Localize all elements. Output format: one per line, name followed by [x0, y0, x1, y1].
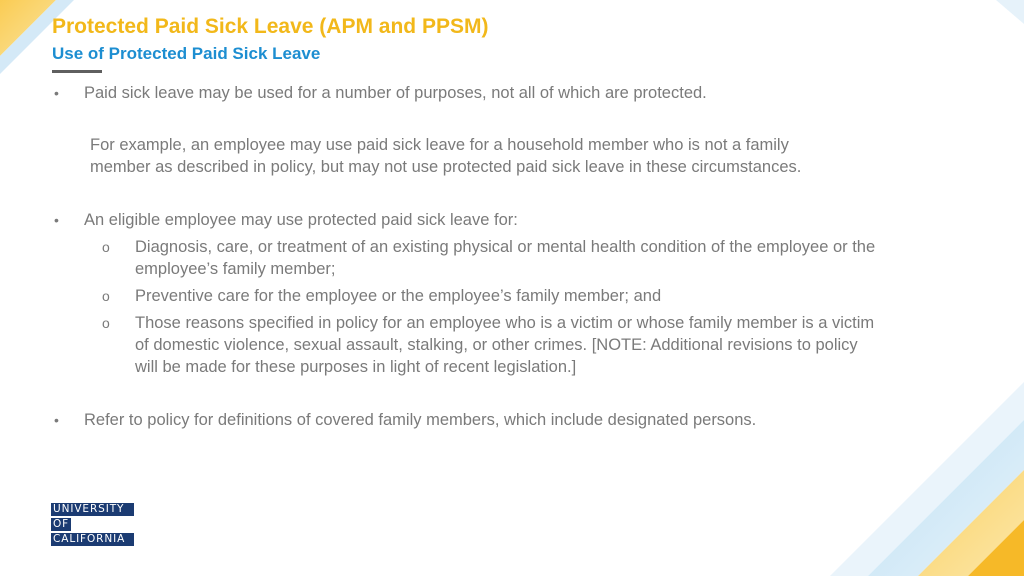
sub-bullet-marker: o: [102, 315, 110, 331]
bullet-text: Paid sick leave may be used for a number of purposes, not all of which are protected.: [84, 84, 707, 102]
sub-list-item: [52, 236, 885, 280]
title-underline-divider: [52, 70, 102, 73]
slide-subtitle: Use of Protected Paid Sick Leave: [52, 44, 321, 63]
example-paragraph: For example, an employee may use paid sick leave for a household member who is not a family member as described in policy, but may not use protected paid sick leave in these circumstances.: [90, 136, 802, 176]
sub-bullet-marker: o: [102, 239, 110, 255]
bullet-text: Refer to policy for definitions of covered family members, which include designated persons.: [84, 411, 757, 429]
sub-item-text: Those reasons specified in policy for an employee who is a victim or whose family member is a victim of domestic violence, sexual assault, stalking, or other crimes. [NOTE: Additional revisions to policy will be made for these purposes in light of recent legislation.]: [135, 314, 875, 376]
logo-line-of: OF: [53, 517, 70, 530]
sub-bullet-marker: o: [102, 288, 110, 304]
sub-item-text: Preventive care for the employee or the employee’s family member; and: [135, 287, 662, 305]
bullet-item: [52, 82, 912, 104]
sub-list-item: [52, 285, 885, 307]
bullet-item: [52, 209, 912, 231]
university-of-california-logo: [51, 502, 134, 546]
bullet-marker: •: [54, 85, 59, 101]
sub-list-item: [52, 312, 885, 378]
corner-stripe-top-right: [996, 0, 1024, 24]
bullet-marker: •: [54, 412, 59, 428]
logo-line-california: CALIFORNIA: [51, 533, 134, 546]
bullet-marker: •: [54, 212, 59, 228]
bullet-item: [52, 409, 912, 431]
bullet-text: An eligible employee may use protected paid sick leave for:: [84, 211, 518, 229]
slide-body: [52, 82, 912, 431]
logo-line-university: UNIVERSITY: [51, 503, 134, 516]
slide-title: Protected Paid Sick Leave (APM and PPSM): [52, 15, 489, 38]
sub-item-text: Diagnosis, care, or treatment of an existing physical or mental health condition of the employee or the employee’s family member;: [135, 238, 876, 278]
